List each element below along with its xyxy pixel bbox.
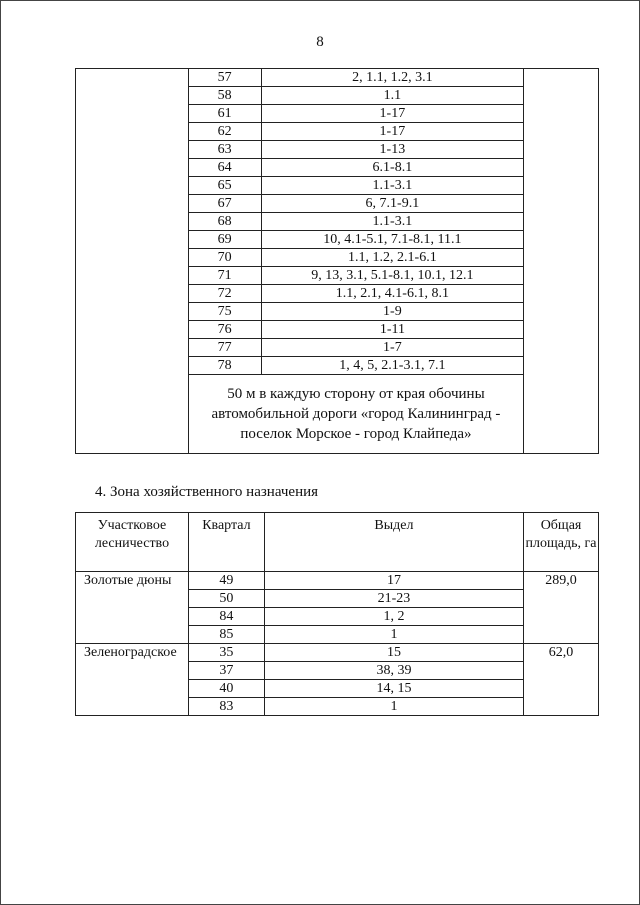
forestry-cell: Золотые дюны bbox=[76, 572, 189, 644]
kvartal-cell: 62 bbox=[188, 123, 261, 141]
vydel-cell: 1, 4, 5, 2.1-3.1, 7.1 bbox=[261, 357, 524, 375]
vydel-cell: 1-11 bbox=[261, 321, 524, 339]
vydel-cell: 38, 39 bbox=[264, 662, 523, 680]
kvartal-cell: 78 bbox=[188, 357, 261, 375]
kvartal-cell: 70 bbox=[188, 249, 261, 267]
vydel-cell: 1-17 bbox=[261, 105, 524, 123]
table-continued-body bbox=[76, 69, 599, 454]
vydel-cell: 10, 4.1-5.1, 7.1-8.1, 11.1 bbox=[261, 231, 524, 249]
kvartal-cell: 40 bbox=[188, 680, 264, 698]
section-heading: 4. Зона хозяйственного назначения bbox=[95, 484, 319, 500]
vydel-cell: 9, 13, 3.1, 5.1-8.1, 10.1, 12.1 bbox=[261, 267, 524, 285]
header-forestry: Участковое лесничество bbox=[76, 513, 189, 572]
kvartal-cell: 68 bbox=[188, 213, 261, 231]
kvartal-cell: 57 bbox=[188, 69, 261, 87]
kvartal-cell: 84 bbox=[188, 608, 264, 626]
header-vydel: Выдел bbox=[264, 513, 523, 572]
vydel-cell: 1 bbox=[264, 626, 523, 644]
vydel-cell: 1.1-3.1 bbox=[261, 213, 524, 231]
kvartal-cell: 35 bbox=[188, 644, 264, 662]
vydel-cell: 1-17 bbox=[261, 123, 524, 141]
area-cell: 62,0 bbox=[524, 644, 599, 716]
kvartal-cell: 50 bbox=[188, 590, 264, 608]
kvartal-cell: 49 bbox=[188, 572, 264, 590]
table-row bbox=[76, 644, 599, 662]
vydel-cell: 6.1-8.1 bbox=[261, 159, 524, 177]
kvartal-cell: 64 bbox=[188, 159, 261, 177]
vydel-cell: 1-7 bbox=[261, 339, 524, 357]
vydel-cell: 17 bbox=[264, 572, 523, 590]
page-number: 8 bbox=[316, 34, 324, 50]
vydel-cell: 2, 1.1, 1.2, 3.1 bbox=[261, 69, 524, 87]
vydel-cell: 14, 15 bbox=[264, 680, 523, 698]
header-kvartal: Квартал bbox=[188, 513, 264, 572]
kvartal-cell: 76 bbox=[188, 321, 261, 339]
table-row bbox=[76, 572, 599, 590]
table-header-row bbox=[76, 513, 599, 572]
kvartal-cell: 72 bbox=[188, 285, 261, 303]
forestry-cell: Зеленоградское bbox=[76, 644, 189, 716]
kvartal-cell: 65 bbox=[188, 177, 261, 195]
kvartal-cell: 77 bbox=[188, 339, 261, 357]
vydel-cell: 1.1, 1.2, 2.1-6.1 bbox=[261, 249, 524, 267]
kvartal-cell: 37 bbox=[188, 662, 264, 680]
vydel-cell: 1-13 bbox=[261, 141, 524, 159]
table-continued bbox=[75, 68, 599, 454]
kvartal-cell: 69 bbox=[188, 231, 261, 249]
kvartal-cell: 67 bbox=[188, 195, 261, 213]
table-row bbox=[76, 69, 599, 87]
vydel-cell: 21-23 bbox=[264, 590, 523, 608]
kvartal-cell: 83 bbox=[188, 698, 264, 716]
vydel-cell: 1, 2 bbox=[264, 608, 523, 626]
area-cell-empty bbox=[524, 69, 599, 454]
header-area: Общая площадь, га bbox=[524, 513, 599, 572]
kvartal-cell: 58 bbox=[188, 87, 261, 105]
vydel-cell: 1.1, 2.1, 4.1-6.1, 8.1 bbox=[261, 285, 524, 303]
table-economic-zone bbox=[75, 512, 599, 716]
kvartal-cell: 63 bbox=[188, 141, 261, 159]
kvartal-cell: 75 bbox=[188, 303, 261, 321]
area-cell: 289,0 bbox=[524, 572, 599, 644]
kvartal-cell: 85 bbox=[188, 626, 264, 644]
table-economic-zone-body bbox=[76, 572, 599, 716]
road-buffer-note: 50 м в каждую сторону от края обочины автомобильной дороги «город Калининград - поселок Морское - город Клайпеда» bbox=[188, 375, 523, 454]
vydel-cell: 1.1 bbox=[261, 87, 524, 105]
vydel-cell: 6, 7.1-9.1 bbox=[261, 195, 524, 213]
forestry-cell-empty bbox=[76, 69, 189, 454]
vydel-cell: 15 bbox=[264, 644, 523, 662]
vydel-cell: 1 bbox=[264, 698, 523, 716]
kvartal-cell: 61 bbox=[188, 105, 261, 123]
vydel-cell: 1.1-3.1 bbox=[261, 177, 524, 195]
kvartal-cell: 71 bbox=[188, 267, 261, 285]
vydel-cell: 1-9 bbox=[261, 303, 524, 321]
